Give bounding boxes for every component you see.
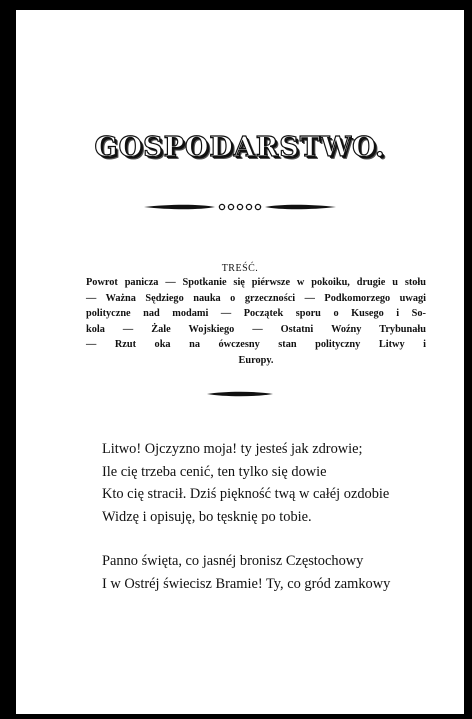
- book-page: [16, 10, 464, 714]
- contents-ornament: [16, 390, 464, 398]
- contents-summary: [86, 275, 426, 369]
- chapter-title: GOSPODARSTWO.: [94, 132, 386, 163]
- poem-line: Kto cię stracił. Dziś piękność twą w całéj ozdobie: [102, 486, 390, 503]
- poem-line: Litwo! Ojczyzno moja! ty jesteś jak zdrowie;: [102, 441, 363, 457]
- contents-line: — Ważna Sędziego nauka o grzeczności — Podkomorzego uwagi: [86, 292, 426, 304]
- poem-line: Ile cię trzeba cenić, ten tylko się dowie: [102, 463, 327, 480]
- poem-text: [102, 438, 390, 596]
- contents-line: Powrot panicza — Spotkanie się piérwsze w pokoiku, drugie u stołu: [86, 277, 426, 288]
- stanza-gap: [102, 528, 390, 550]
- poem-line: Panno święta, co jasnéj bronisz Częstochowy: [102, 553, 364, 570]
- poem-line: Widzę i opisuję, bo tęsknię po tobie.: [102, 508, 312, 525]
- contents-line: — Rzut oka na ówczesny stan polityczny Litwy i: [86, 339, 426, 351]
- contents-line: kola — Żale Wojskiego — Ostatni Woźny Trybunału: [86, 323, 426, 335]
- title-ornament: [16, 200, 464, 214]
- poem-line: I w Ostréj świecisz Bramie! Ty, co gród zamkowy: [102, 575, 391, 592]
- contents-line: Europy.: [238, 354, 274, 366]
- contents-line: polityczne nad modami — Początek sporu o Kusego i So-: [86, 308, 426, 320]
- contents-heading: TREŚĆ.: [221, 263, 259, 274]
